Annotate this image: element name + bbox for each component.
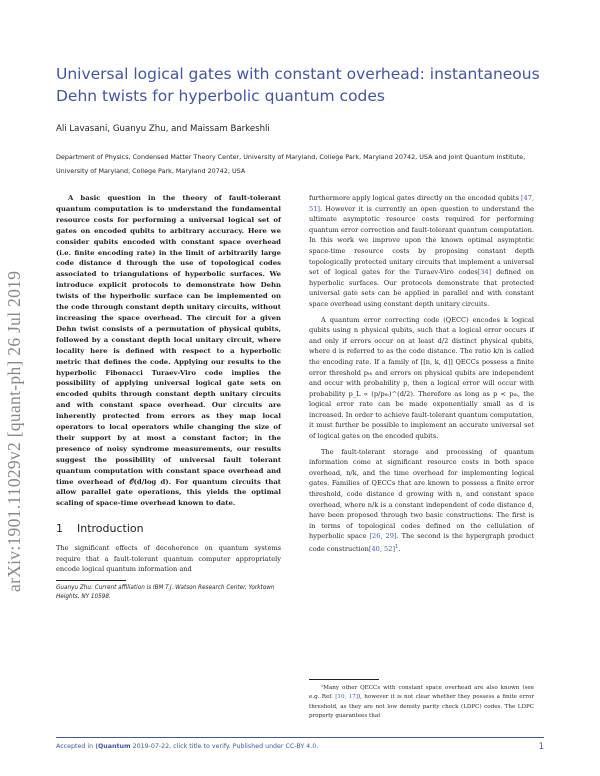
- author-list: Ali Lavasani, Guanyu Zhu, and Maissam Barkeshli: [56, 124, 270, 134]
- citation-link[interactable]: [40, 52]: [368, 545, 396, 554]
- intro-paragraph: The significant effects of decoherence on quantum systems require that a fault-tolerant quantum computer appropriately encode logical quantum information and: [56, 544, 281, 574]
- footer-rule: [56, 737, 544, 738]
- section-number: 1: [56, 522, 63, 536]
- left-column: [56, 193, 281, 603]
- quantum-journal-logo[interactable]: ⟨Quantum: [95, 743, 131, 750]
- section-heading: [56, 522, 281, 535]
- paragraph-overhead: The fault-tolerant storage and processing of quantum information come at significant resource costs in both space overhead, n/k, and the time overhead for implementing logical gates. Families of QECCs that are known to possess a finite error threshold, code distance d growing with n, and constant space overhead, where n/k is a constant independent of code distance d, have been proposed through two basic constructions. The first is in terms of topological codes defined on the cellulation of hyperbolic space [26, 29]. The second is the hypergraph product code construction[40, 52]$^1$.: [309, 447, 535, 554]
- footer: Accepted in ⟨Quantum 2019-07-22, click title to verify. Published under CC-BY 4.0.: [56, 743, 319, 750]
- citation-link[interactable]: [34]: [477, 268, 492, 277]
- paper-title[interactable]: Universal logical gates with constant overhead: instantaneous Dehn twists for hyperbolic quantum codes: [56, 65, 540, 105]
- page-number: 1: [538, 741, 544, 751]
- arxiv-identifier: arXiv:1901.11029v2 [quant-ph] 26 Jul 2019: [4, 270, 24, 592]
- footnote-rule: [309, 679, 379, 680]
- citation-link[interactable]: [10, 17]: [335, 694, 358, 701]
- right-column: [309, 193, 534, 560]
- affiliation: Department of Physics, Condensed Matter Theory Center, University of Maryland, College Park, Maryland 20742, USA and Joint Quantum Institute, University of Maryland, College Park, Maryland 20742, USA: [56, 153, 526, 175]
- footer-license-link[interactable]: 2019-07-22, click title to verify. Published under CC-BY 4.0.: [130, 743, 319, 750]
- citation-link[interactable]: [47, 51]: [309, 194, 534, 213]
- footnote-marker[interactable]: 1: [395, 544, 399, 550]
- footnote-1: ¹Many other QECCs with constant space overhead are also known (see e.g. Ref. [10, 17]), however it is not clear whether they possess a finite error threshold, as they are not low density parity check (LDPC) codes. The LDPC property guarantees that: [309, 685, 534, 719]
- paragraph-continuation: furthermore apply logical gates directly on the encoded qubits [47, 51]. However it is currently an open question to understand the ultimate asymptotic resource costs required for performing quantum error correction and fault-tolerant quantum computation. In this work we improve upon the known optimal asymptotic space-time resource costs by proposing constant depth topologically protected unitary circuits that implement a universal set of logical gates for the Turaev-Viro codes[34] defined on hyperbolic surfaces. Our protocols demonstrate that protected universal gate sets can be applied in parallel and with constant space overhead using constant depth unitary circuits.: [309, 194, 534, 308]
- paragraph-qecc: A quantum error correcting code (QECC) encodes k logical qubits using n physical qubits, such that a logical error occurs if and only if errors occur on at least d/2 distinct physical qubits, where d is referred to as the code distance. The ratio k/n is called the encoding rate. If a family of [[n, k, d]] QECCs possess a finite error threshold pₜₕ and errors on physical qubits are independent and occur with probability p, then a logical error will occur with probability p_L ∝ (p/pₜₕ)^(d/2). Therefore as long as p < pₜₕ, the logical error rate can be made exponentially small as d is increased. In order to achieve fault-tolerant quantum computation, it must further be possible to implement an accurate universal set of logical gates on the encoded qubits.: [309, 315, 534, 441]
- affiliation-footnote: Guanyu Zhu: Current affiliation is IBM T.J. Watson Research Center, Yorktown Heights, NY 10598.: [56, 584, 275, 601]
- footnote-rule: [56, 580, 126, 581]
- abstract: A basic question in the theory of fault-tolerant quantum computation is to understand the fundamental resource costs for performing a universal logical set of gates on encoded qubits to arbitrary accuracy. Here we consider qubits encoded with constant space overhead (i.e. finite encoding rate) in the limit of arbitrarily large code distance d through the use of topological codes associated to triangulations of hyperbolic surfaces. We introduce explicit protocols to demonstrate how Dehn twists of the hyperbolic surface can be implemented on the code through constant depth unitary circuits, without increasing the space overhead. The circuit for a given Dehn twist consists of a permutation of physical qubits, followed by a constant depth local unitary circuit, where locality here is defined with respect to a hyperbolic metric that defines the code. Applying our results to the hyperbolic Fibonacci Turaev-Viro code implies the possibility of applying universal logical gate sets on encoded qubits through constant depth unitary circuits and with constant space overhead. Our circuits are inherently protected from errors as they map local operators to local operators while changing the size of their support by at most a constant factor; in the presence of noisy syndrome measurements, our results suggest the possibility of universal fault tolerant quantum computation with constant space overhead and time overhead of 𝒪(d/log d). For quantum circuits that allow parallel gate operations, this yields the optimal scaling of space-time overhead known to date.: [56, 194, 281, 508]
- citation-link[interactable]: [26, 29]: [369, 532, 397, 541]
- section-title: Introduction: [77, 522, 144, 536]
